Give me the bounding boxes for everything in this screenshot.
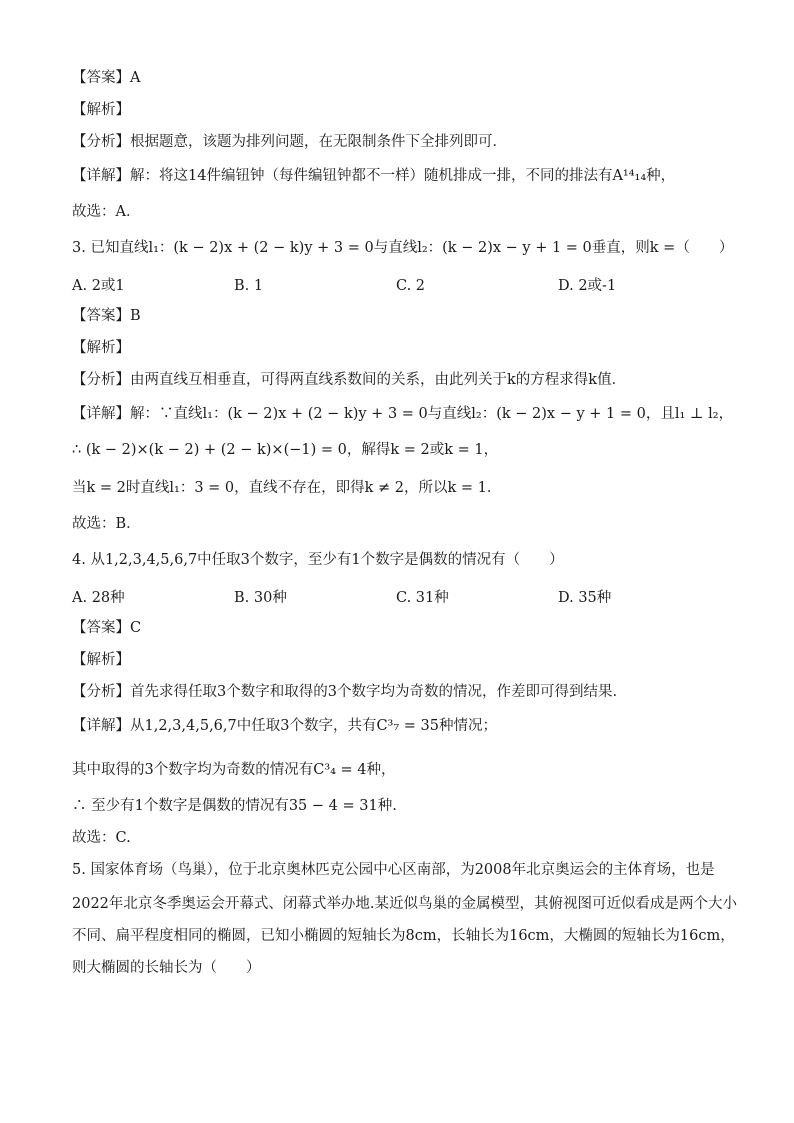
text-line-13: 4. 从1,2,3,4,5,6,7中任取3个数字，至少有1个数字是偶数的情况有（ ） — [72, 552, 564, 568]
option-1-3: D. 35种 — [558, 590, 612, 606]
option-1-1: B. 30种 — [234, 590, 287, 606]
text-line-3: 【详解】解：将这14件编钮钟（每件编钮钟都不一样）随机排成一排，不同的排法有A¹⁴₁₄种， — [72, 168, 676, 184]
text-line-10: ∴ (k − 2)×(k − 2) + (2 − k)×(−1) = 0，解得k = 2或k = 1， — [72, 442, 499, 458]
text-line-21: 5. 国家体育场（鸟巢），位于北京奥林匹克公园中心区南部，为2008年北京奥运会的主体育场，也是 — [72, 862, 715, 878]
option-1-0: A. 28种 — [72, 590, 125, 606]
text-line-12: 故选：B． — [72, 516, 141, 532]
text-line-1: 【解析】 — [72, 102, 130, 118]
text-line-15: 【解析】 — [72, 652, 130, 668]
text-line-22: 2022年北京冬季奥运会开幕式、闭幕式举办地.某近似鸟巢的金属模型，其俯视图可近似看成是两个大小 — [72, 896, 738, 912]
option-1-2: C. 31种 — [396, 590, 449, 606]
text-line-19: ∴ 至少有1个数字是偶数的情况有35 − 4 = 31种. — [72, 798, 397, 814]
option-0-1: B. 1 — [234, 278, 264, 294]
text-line-5: 3. 已知直线l₁：(k − 2)x + (2 − k)y + 3 = 0与直线l₂：(k − 2)x − y + 1 = 0垂直，则k =（ ） — [72, 240, 734, 256]
text-line-14: 【答案】C — [72, 620, 142, 636]
text-line-18: 其中取得的3个数字均为奇数的情况有C³₄ = 4种， — [72, 762, 396, 778]
text-line-4: 故选：A． — [72, 204, 141, 220]
text-line-17: 【详解】从1,2,3,4,5,6,7中任取3个数字，共有C³₇ = 35种情况； — [72, 718, 497, 734]
text-line-2: 【分析】根据题意，该题为排列问题，在无限制条件下全排列即可． — [72, 134, 507, 150]
text-line-23: 不同、扁平程度相同的椭圆，已知小椭圆的短轴长为8cm，长轴长为16cm，大椭圆的短轴长为16cm， — [72, 928, 735, 944]
text-line-7: 【解析】 — [72, 340, 130, 356]
text-line-20: 故选：C. — [72, 830, 131, 846]
text-line-11: 当k = 2时直线l₁：3 = 0，直线不存在，即得k ≠ 2，所以k = 1． — [72, 480, 502, 496]
text-line-24: 则大椭圆的长轴长为（ ） — [72, 960, 261, 976]
option-0-2: C. 2 — [396, 278, 426, 294]
text-line-16: 【分析】首先求得任取3个数字和取得的3个数字均为奇数的情况，作差即可得到结果. — [72, 684, 618, 700]
text-line-6: 【答案】B — [72, 308, 141, 324]
text-line-8: 【分析】由两直线互相垂直，可得两直线系数间的关系，由此列关于k的方程求得k值． — [72, 372, 627, 388]
option-0-3: D. 2或-1 — [558, 278, 617, 294]
option-0-0: A. 2或1 — [72, 278, 125, 294]
text-line-0: 【答案】A — [72, 70, 141, 86]
text-line-9: 【详解】解：∵直线l₁：(k − 2)x + (2 − k)y + 3 = 0与直线l₂：(k − 2)x − y + 1 = 0，且l₁ ⊥ l₂， — [72, 406, 734, 422]
